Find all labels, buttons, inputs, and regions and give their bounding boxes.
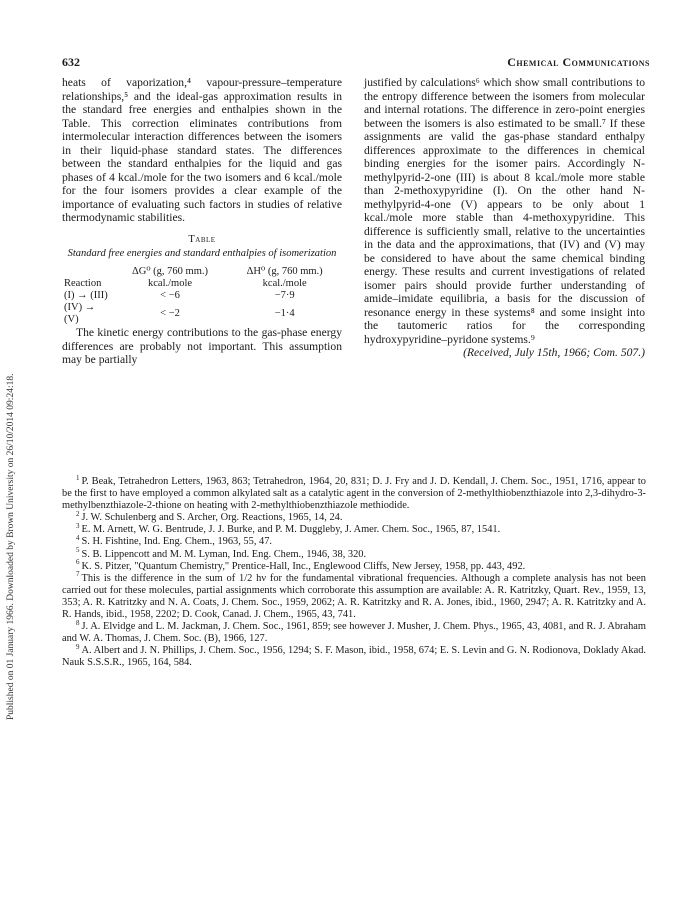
footnote-text: P. Beak, Tetrahedron Letters, 1963, 863; Tetrahedron, 1964, 20, 831; D. J. Fry and J. D. Kendall, J. Chem. Soc., 1951, 1716, appear to be the first to have employed a common alkylated salt as a catalytic agent in the conversion of 2-methylthiobenzthiazole into 2,3-dihydro-3-methylbenzthiazole-2-thione on heating with 2-methylthiobenzthiazole methiodide. [62,476,646,512]
table-cell: −7·9 [274,290,295,301]
table-cell: < −6 [160,290,180,301]
footnote [62,618,646,645]
footnote-text: This is the difference in the sum of 1/2 hν for the fundamental vibrational frequencies. Although a complete analysis has not been carried out for these molecules, partial assignments which corroborate this assumption are available: A. R. Katritzky, Quart. Rev., 1959, 13, 353; A. R. Katritzky and N. A. Coats, J. Chem. Soc., 1959, 2062; A. R. Katritzky and R. A. Jones, ibid., 1960, 2947; A. R. Katritzky and A. R. Hands, ibid., 1958, 2202; D. Cook, Canad. J. Chem., 1965, 43, 741. [62,572,646,621]
table-cell: −1·4 [274,308,295,319]
table-row [62,290,342,302]
footnote-number: 9 [76,642,80,651]
footnote [62,642,646,669]
page-number: 632 [62,55,80,69]
footnotes [62,473,646,670]
footnote-text: K. S. Pitzer, "Quantum Chemistry," Prentice-Hall, Inc., Englewood Cliffs, New Jersey, 1958, pp. 443, 492. [81,560,526,572]
footnote [62,558,646,573]
footnote-number: 3 [76,521,80,530]
footnote-text: J. W. Schulenberg and S. Archer, Org. Reactions, 1965, 14, 24. [81,512,343,524]
footnote-number: 1 [76,473,80,482]
table-header-free-energy: ΔG⁰ (g, 760 mm.) kcal./mole [132,266,209,289]
received-date: (Received, July 15th, 1966; Com. 507.) [463,346,645,359]
footnote-number: 8 [76,618,80,627]
right-paragraph-1: justified by calculations⁶ which show small contributions to the entropy difference between the isomers from molecular and internal rotations. The difference in zero-point energies between the isomers is also estimated to be small.⁷ If these assignments are valid the gas-phase standard enthalpy differences approximate to the differences in chemical binding energies for the isomer pairs. Accordingly N-methylpyrid-2-one (III) is about 8 kcal./mole more stable than 2-methoxypyridine (I). On the other hand N-methylpyrid-4-one (V) appears to be only about 1 kcal./mole more stable than 4-methoxypyridine. This difference is sufficiently small, relative to the uncertainties in the data and the approximations, that (IV) and (V) may be considered to have about the same chemical binding energy. These results and current investigations of related isomer pairs should provide further understanding of amide–imidate equilibria, a basis for the discussion of resonance energy in these systems⁸ and some insight into the tautomeric ratios for the corresponding hydroxypyridine–pyridone systems.⁹ [364,76,645,346]
isomerization-table [62,266,342,326]
table-cell: < −2 [160,308,180,319]
footnote-text: S. B. Lippencott and M. M. Lyman, Ind. Eng. Chem., 1946, 38, 320. [81,548,367,560]
footnote [62,536,646,548]
footnote [62,570,646,621]
journal-title: Chemical Communications [507,55,650,69]
left-paragraph-2: The kinetic energy contributions to the gas-phase energy differences are probably not important. This assumption may be partially [62,326,342,366]
footnote-text: S. H. Fishtine, Ind. Eng. Chem., 1963, 55, 47. [81,536,272,548]
left-paragraph-1: heats of vaporization,⁴ vapour-pressure–temperature relationships,⁵ and the ideal-gas approximation results in the standard free energies and enthalpies shown in the Table. This correction eliminates contributions from intermolecular interaction differences between the isomers in their liquid-phase standard states. The differences between the standard enthalpies for the liquid and gas phases of 4 kcal./mole for the two isomers and 6 kcal./mole for the four isomers provides a clear example of the importance of evaluating such factors in studies of relative thermodynamic stabilities. [62,76,342,224]
table-header-enthalpy: ΔH⁰ (g, 760 mm.) kcal./mole [246,266,323,289]
table-row [62,302,342,326]
footnote [62,473,646,512]
left-column [62,76,342,367]
right-column [364,76,645,360]
table-header-reaction: Reaction [64,278,102,289]
table-caption: Standard free energies and standard enthalpies of isomerization [67,248,337,259]
footnote [62,521,646,536]
footnote-number: 7 [76,570,80,579]
footnote-text: E. M. Arnett, W. G. Bentrude, J. J. Burke, and P. M. Duggleby, J. Amer. Chem. Soc., 1965, 87, 1541. [81,524,501,536]
footnote-number: 2 [76,509,80,518]
footnote [62,509,646,524]
footnote-text: A. Albert and J. N. Phillips, J. Chem. Soc., 1956, 1294; S. F. Mason, ibid., 1958, 674; E. S. Levin and G. N. Rodionova, Doklady Akad. Nauk S.S.S.R., 1965, 164, 584. [62,645,646,669]
footnote-number: 6 [76,558,80,567]
footnote-text: J. A. Elvidge and L. M. Jackman, J. Chem. Soc., 1961, 859; see however J. Musher, J. Chem. Phys., 1965, 43, 4081, and R. J. Abraham and W. A. Thomas, J. Chem. Soc. (B), 1966, 127. [62,621,646,645]
isomerization-table-block [62,233,342,327]
publication-watermark: Published on 01 January 1966. Downloaded by Brown University on 26/10/2014 09:24:18. [6,373,16,720]
table-cell: (I) → (III) [64,290,108,301]
footnote [62,546,646,561]
footnote-number: 5 [76,546,80,555]
footnote-number: 4 [76,534,80,542]
table-title: Table [188,233,216,245]
table-cell: (IV) → (V) [64,302,96,325]
